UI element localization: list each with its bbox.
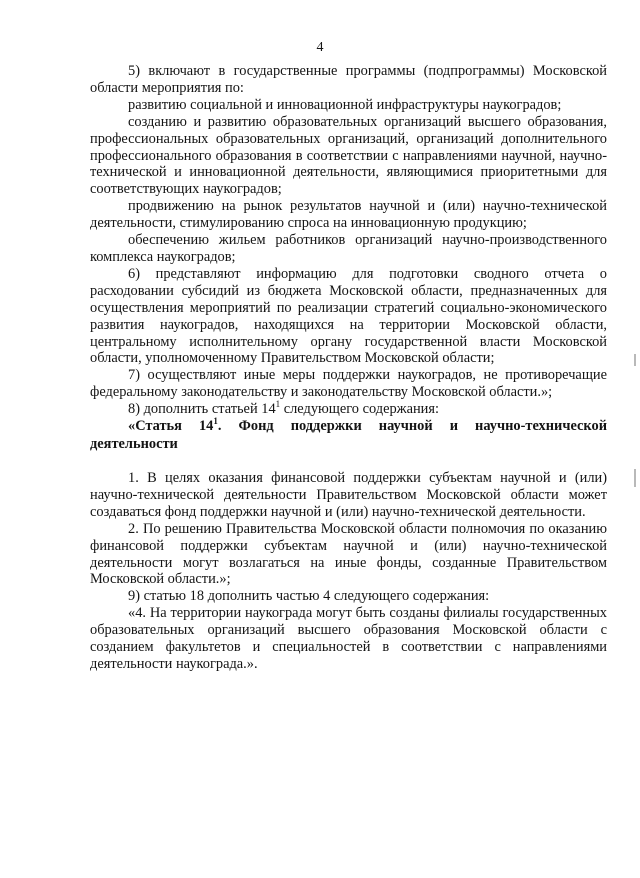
paragraph-item-7: 7) осуществляют иные меры поддержки наукоградов, не противоречащие федеральному законодательству и законодательству Московской области.»;	[90, 367, 607, 401]
item-8-superscript: 1	[275, 399, 281, 410]
item-8-text-start: 8) дополнить статьей 14	[128, 401, 276, 418]
paragraph-item-5: 5) включают в государственные программы (подпрограммы) Московской области мероприятия по:	[90, 63, 607, 96]
paragraph-article-18-part-4: «4. На территории наукограда могут быть созданы филиалы государственных образовательных организаций высшего образования Московской области с созданием факультетов и специальностей в соответствии с направлениями деятельности наукограда.».	[90, 605, 607, 672]
item-8-text-end: следующего содержания:	[280, 401, 439, 418]
article-heading-start: «Статья 14	[128, 418, 214, 435]
scan-margin-mark	[634, 469, 636, 487]
paragraph-article-part-1: 1. В целях оказания финансовой поддержки субъектам научной и (или) научно-технической деятельности Правительством Московской области может создаваться фонд поддержки научной и (или) научно-технической деятельности.	[90, 470, 607, 520]
paragraph-item-8	[90, 401, 607, 418]
paragraph-market-promotion: продвижению на рынок результатов научной и (или) научно-технической деятельности, стимулированию спроса на инновационную продукцию;	[90, 198, 607, 232]
document-body	[90, 63, 607, 673]
paragraph-education-organizations: созданию и развитию образовательных организаций высшего образования, профессиональных образовательных организаций, организаций дополнительного профессионального образования в соответствии с направлениями научной, научно-технической и инновационной деятельности, являющимися приоритетными для соответствующих наукоградов;	[90, 113, 607, 198]
paragraph-article-part-2: 2. По решению Правительства Московской области полномочия по оказанию финансовой поддержки субъектам научной и (или) научно-технической деятельности могут возлагаться на иные фонды, созданные Правительством Московской области.»;	[90, 520, 607, 588]
article-heading-end: . Фонд поддержки научной и научно-технической деятельности	[90, 418, 607, 452]
paragraph-social-infrastructure: развитию социальной и инновационной инфраструктуры наукоградов;	[128, 96, 562, 113]
paragraph-housing: обеспечению жильем работников организаций научно-производственного комплекса наукоградов;	[90, 232, 607, 265]
paragraph-item-6: 6) представляют информацию для подготовки сводного отчета о расходовании субсидий из бюджета Московской области, предназначенных для осуществления мероприятий по реализации стратегий социально-экономического развития наукоградов, находящихся на территории Московской области, центральному исполнительному органу государственной власти Московской области, уполномоченному Правительством Московской области;	[90, 265, 607, 367]
article-heading-superscript: 1	[213, 416, 218, 427]
scan-margin-mark	[634, 354, 636, 366]
page-number: 4	[316, 40, 324, 55]
article-heading	[90, 418, 607, 453]
paragraph-item-9: 9) статью 18 дополнить частью 4 следующего содержания:	[128, 588, 490, 605]
blank-line	[90, 453, 607, 470]
